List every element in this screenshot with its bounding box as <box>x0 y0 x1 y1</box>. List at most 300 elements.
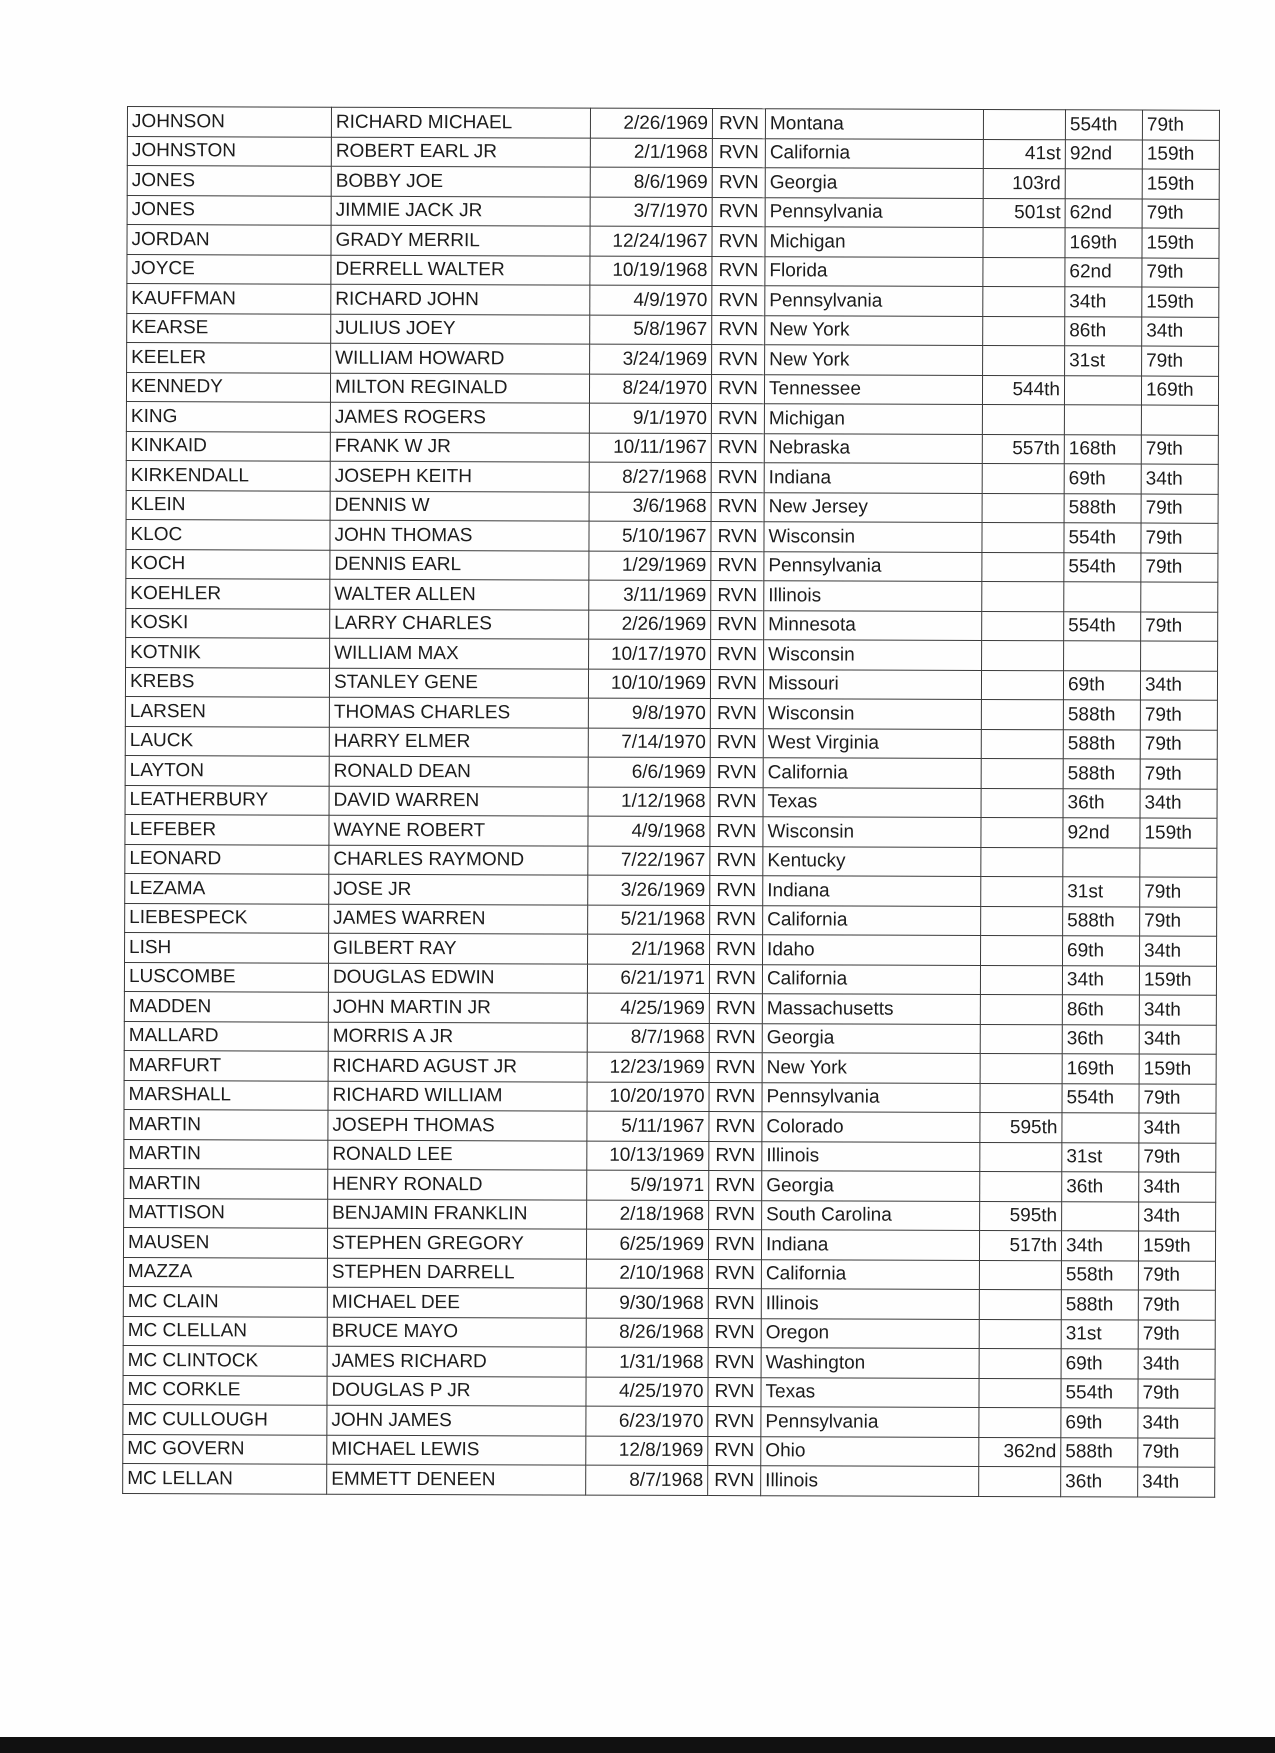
table-row <box>125 667 1217 700</box>
unit1-cell <box>982 581 1064 611</box>
state-cell: Pennsylvania <box>762 1082 980 1112</box>
unit3-cell: 79th <box>1142 199 1219 229</box>
date-cell: 9/30/1968 <box>586 1288 708 1318</box>
table-row <box>126 549 1218 582</box>
first-name-cell: RICHARD WILLIAM <box>328 1081 587 1111</box>
unit2-cell: 558th <box>1061 1260 1138 1290</box>
unit3-cell: 34th <box>1141 464 1218 494</box>
country-cell: RVN <box>709 1141 762 1171</box>
last-name-cell: KIRKENDALL <box>126 460 330 490</box>
table-row <box>124 1050 1216 1083</box>
last-name-cell: KINKAID <box>126 431 330 461</box>
state-cell: Colorado <box>762 1112 980 1142</box>
country-cell: RVN <box>711 433 764 463</box>
date-cell: 7/22/1967 <box>588 846 710 876</box>
date-cell: 7/14/1970 <box>588 728 710 758</box>
unit3-cell <box>1141 582 1218 612</box>
table-row <box>125 726 1217 759</box>
country-cell: RVN <box>710 758 763 788</box>
unit1-cell <box>983 286 1065 316</box>
table-row <box>124 991 1216 1024</box>
state-cell: Pennsylvania <box>765 197 983 227</box>
last-name-cell: KREBS <box>125 667 329 697</box>
country-cell: RVN <box>710 905 763 935</box>
date-cell: 3/26/1969 <box>588 875 710 905</box>
first-name-cell: JOHN JAMES <box>327 1405 586 1435</box>
date-cell: 6/23/1970 <box>586 1406 708 1436</box>
date-cell: 10/11/1967 <box>589 433 711 463</box>
last-name-cell: MARTIN <box>124 1139 328 1169</box>
unit1-cell: 544th <box>982 375 1064 405</box>
unit1-cell <box>979 1319 1061 1349</box>
state-cell: Wisconsin <box>764 522 982 552</box>
date-cell: 4/9/1968 <box>588 816 710 846</box>
unit2-cell: 34th <box>1062 965 1139 995</box>
unit1-cell <box>982 493 1064 523</box>
date-cell: 2/26/1969 <box>590 108 712 138</box>
table-row <box>125 873 1217 906</box>
last-name-cell: JONES <box>127 166 331 196</box>
first-name-cell: STEPHEN GREGORY <box>327 1228 586 1258</box>
date-cell: 10/10/1969 <box>588 669 710 699</box>
table-row <box>127 107 1219 140</box>
unit3-cell: 159th <box>1140 818 1217 848</box>
date-cell: 8/26/1968 <box>586 1318 708 1348</box>
table-row <box>123 1434 1215 1467</box>
unit3-cell: 34th <box>1139 1202 1216 1232</box>
table-row <box>126 401 1218 434</box>
unit1-cell <box>980 965 1062 995</box>
table-row <box>126 460 1218 493</box>
last-name-cell: MC LELLAN <box>123 1463 327 1493</box>
unit1-cell: 595th <box>980 1201 1062 1231</box>
last-name-cell: MARFURT <box>124 1050 328 1080</box>
unit2-cell: 588th <box>1061 1290 1138 1320</box>
unit3-cell: 79th <box>1138 1438 1215 1468</box>
unit1-cell <box>981 906 1063 936</box>
unit1-cell <box>981 788 1063 818</box>
date-cell: 3/6/1968 <box>589 492 711 522</box>
last-name-cell: MC CLINTOCK <box>123 1345 327 1375</box>
unit2-cell: 168th <box>1064 434 1141 464</box>
last-name-cell: LAYTON <box>125 755 329 785</box>
first-name-cell: JOSEPH THOMAS <box>328 1110 587 1140</box>
first-name-cell: JIMMIE JACK JR <box>331 196 590 226</box>
first-name-cell: JOHN MARTIN JR <box>328 992 587 1022</box>
date-cell: 10/13/1969 <box>587 1141 709 1171</box>
state-cell: California <box>765 138 983 168</box>
unit1-cell <box>980 1024 1062 1054</box>
date-cell: 10/17/1970 <box>589 639 711 669</box>
country-cell: RVN <box>712 286 765 316</box>
unit3-cell: 79th <box>1139 1084 1216 1114</box>
country-cell: RVN <box>711 492 764 522</box>
first-name-cell: JOSEPH KEITH <box>330 461 589 491</box>
country-cell: RVN <box>710 787 763 817</box>
last-name-cell: JOHNSTON <box>127 136 331 166</box>
country-cell: RVN <box>709 1112 762 1142</box>
unit2-cell: 588th <box>1064 493 1141 523</box>
date-cell: 8/24/1970 <box>589 374 711 404</box>
unit1-cell <box>981 876 1063 906</box>
unit1-cell <box>979 1466 1061 1496</box>
first-name-cell: THOMAS CHARLES <box>329 697 588 727</box>
date-cell: 9/1/1970 <box>589 403 711 433</box>
state-cell: Georgia <box>765 168 983 198</box>
state-cell: Texas <box>763 787 981 817</box>
last-name-cell: MC CORKLE <box>123 1375 327 1405</box>
state-cell: New York <box>765 345 983 375</box>
table-row <box>124 1080 1216 1113</box>
unit1-cell <box>982 552 1064 582</box>
country-cell: RVN <box>709 994 762 1024</box>
state-cell: Montana <box>765 109 983 139</box>
state-cell: Kentucky <box>763 846 981 876</box>
unit2-cell: 169th <box>1065 228 1142 258</box>
country-cell: RVN <box>711 551 764 581</box>
last-name-cell: MADDEN <box>124 991 328 1021</box>
unit3-cell: 79th <box>1141 523 1218 553</box>
state-cell: New Jersey <box>764 492 982 522</box>
first-name-cell: JAMES ROGERS <box>330 402 589 432</box>
unit2-cell: 554th <box>1064 523 1141 553</box>
table-row <box>125 755 1217 788</box>
unit3-cell: 79th <box>1138 1320 1215 1350</box>
first-name-cell: JOHN THOMAS <box>330 520 589 550</box>
state-cell: Ohio <box>761 1436 979 1466</box>
country-cell: RVN <box>708 1259 761 1289</box>
first-name-cell: WILLIAM HOWARD <box>331 343 590 373</box>
unit1-cell <box>982 611 1064 641</box>
unit3-cell: 34th <box>1140 936 1217 966</box>
unit2-cell: 36th <box>1062 1024 1139 1054</box>
state-cell: Texas <box>761 1377 979 1407</box>
table-row <box>126 372 1218 405</box>
date-cell: 5/8/1967 <box>590 315 712 345</box>
country-cell: RVN <box>710 669 763 699</box>
state-cell: Pennsylvania <box>764 551 982 581</box>
table-row <box>123 1257 1215 1290</box>
state-cell: Wisconsin <box>763 699 981 729</box>
unit1-cell <box>983 316 1065 346</box>
country-cell: RVN <box>710 817 763 847</box>
date-cell: 4/25/1969 <box>587 993 709 1023</box>
state-cell: Illinois <box>764 581 982 611</box>
first-name-cell: MORRIS A JR <box>328 1022 587 1052</box>
table-row <box>127 254 1219 287</box>
date-cell: 4/9/1970 <box>590 285 712 315</box>
table-row <box>126 578 1218 611</box>
table-row <box>125 785 1217 818</box>
unit3-cell: 159th <box>1142 169 1219 199</box>
last-name-cell: MC CLELLAN <box>123 1316 327 1346</box>
unit2-cell: 36th <box>1061 1467 1138 1497</box>
state-cell: West Virginia <box>763 728 981 758</box>
state-cell: Illinois <box>762 1141 980 1171</box>
table-row <box>127 166 1219 199</box>
date-cell: 2/1/1968 <box>588 934 710 964</box>
first-name-cell: MICHAEL DEE <box>327 1287 586 1317</box>
unit2-cell: 588th <box>1063 906 1140 936</box>
state-cell: Washington <box>761 1348 979 1378</box>
table-row <box>125 696 1217 729</box>
unit3-cell: 79th <box>1142 346 1219 376</box>
date-cell: 2/10/1968 <box>586 1259 708 1289</box>
date-cell: 10/19/1968 <box>590 256 712 286</box>
first-name-cell: JULIUS JOEY <box>331 314 590 344</box>
unit3-cell: 34th <box>1139 1172 1216 1202</box>
unit1-cell <box>980 1142 1062 1172</box>
unit1-cell <box>979 1378 1061 1408</box>
unit3-cell: 34th <box>1138 1408 1215 1438</box>
unit2-cell: 554th <box>1064 611 1141 641</box>
state-cell: Florida <box>765 256 983 286</box>
table-row <box>125 903 1217 936</box>
date-cell: 8/7/1968 <box>586 1465 708 1495</box>
unit2-cell: 69th <box>1063 670 1140 700</box>
state-cell: Georgia <box>762 1023 980 1053</box>
unit1-cell <box>981 935 1063 965</box>
state-cell: California <box>763 905 981 935</box>
country-cell: RVN <box>712 345 765 375</box>
first-name-cell: JAMES RICHARD <box>327 1346 586 1376</box>
first-name-cell: STANLEY GENE <box>329 668 588 698</box>
state-cell: South Carolina <box>762 1200 980 1230</box>
table-row <box>127 313 1219 346</box>
unit2-cell: 34th <box>1065 287 1142 317</box>
first-name-cell: DOUGLAS EDWIN <box>328 963 587 993</box>
first-name-cell: MICHAEL LEWIS <box>327 1435 586 1465</box>
first-name-cell: JAMES WARREN <box>329 904 588 934</box>
last-name-cell: JONES <box>127 195 331 225</box>
unit2-cell: 169th <box>1062 1054 1139 1084</box>
unit2-cell: 86th <box>1062 995 1139 1025</box>
unit2-cell: 31st <box>1065 346 1142 376</box>
country-cell: RVN <box>711 610 764 640</box>
unit1-cell <box>983 227 1065 257</box>
unit1-cell: 595th <box>980 1112 1062 1142</box>
date-cell: 8/27/1968 <box>589 462 711 492</box>
table-row <box>127 343 1219 376</box>
state-cell: California <box>763 758 981 788</box>
state-cell: Indiana <box>763 876 981 906</box>
first-name-cell: DAVID WARREN <box>329 786 588 816</box>
unit1-cell: 41st <box>983 139 1065 169</box>
table-row <box>127 284 1219 317</box>
state-cell: California <box>761 1259 979 1289</box>
unit3-cell <box>1141 405 1218 435</box>
last-name-cell: LAUCK <box>125 726 329 756</box>
last-name-cell: KAUFFMAN <box>127 284 331 314</box>
unit3-cell: 159th <box>1139 1054 1216 1084</box>
first-name-cell: BENJAMIN FRANKLIN <box>328 1199 587 1229</box>
date-cell: 6/21/1971 <box>587 964 709 994</box>
table-row <box>123 1316 1215 1349</box>
unit3-cell: 79th <box>1140 877 1217 907</box>
first-name-cell: EMMETT DENEEN <box>327 1464 586 1494</box>
unit3-cell: 34th <box>1138 1349 1215 1379</box>
last-name-cell: MAUSEN <box>123 1227 327 1257</box>
last-name-cell: KOSKI <box>126 608 330 638</box>
date-cell: 9/8/1970 <box>588 698 710 728</box>
table-row <box>126 637 1218 670</box>
country-cell: RVN <box>712 197 765 227</box>
unit2-cell: 92nd <box>1063 818 1140 848</box>
state-cell: Indiana <box>761 1230 979 1260</box>
first-name-cell: DOUGLAS P JR <box>327 1376 586 1406</box>
unit2-cell: 554th <box>1065 110 1142 140</box>
unit1-cell <box>981 699 1063 729</box>
first-name-cell: STEPHEN DARRELL <box>327 1258 586 1288</box>
last-name-cell: KLOC <box>126 519 330 549</box>
country-cell: RVN <box>710 728 763 758</box>
unit3-cell: 159th <box>1138 1231 1215 1261</box>
last-name-cell: KOCH <box>126 549 330 579</box>
first-name-cell: FRANK W JR <box>330 432 589 462</box>
unit2-cell: 62nd <box>1065 257 1142 287</box>
state-cell: Georgia <box>762 1171 980 1201</box>
date-cell: 10/20/1970 <box>587 1082 709 1112</box>
date-cell: 1/29/1969 <box>589 551 711 581</box>
unit3-cell: 34th <box>1140 789 1217 819</box>
unit2-cell: 92nd <box>1065 139 1142 169</box>
table-row <box>123 1375 1215 1408</box>
unit2-cell <box>1064 582 1141 612</box>
unit1-cell <box>981 670 1063 700</box>
unit2-cell: 588th <box>1061 1437 1138 1467</box>
country-cell: RVN <box>709 1171 762 1201</box>
last-name-cell: KOTNIK <box>126 637 330 667</box>
country-cell: RVN <box>712 315 765 345</box>
unit1-cell <box>979 1260 1061 1290</box>
country-cell: RVN <box>708 1436 761 1466</box>
unit1-cell <box>983 257 1065 287</box>
unit2-cell: 588th <box>1063 729 1140 759</box>
unit2-cell: 36th <box>1063 788 1140 818</box>
country-cell: RVN <box>710 935 763 965</box>
last-name-cell: LISH <box>125 932 329 962</box>
last-name-cell: LEFEBER <box>125 814 329 844</box>
country-cell: RVN <box>711 463 764 493</box>
unit3-cell: 34th <box>1139 1025 1216 1055</box>
first-name-cell: RONALD DEAN <box>329 756 588 786</box>
first-name-cell: GRADY MERRIL <box>331 225 590 255</box>
unit2-cell: 86th <box>1065 316 1142 346</box>
unit2-cell: 69th <box>1061 1408 1138 1438</box>
unit1-cell <box>982 404 1064 434</box>
date-cell: 5/21/1968 <box>588 905 710 935</box>
table-row <box>124 962 1216 995</box>
unit3-cell: 79th <box>1142 258 1219 288</box>
last-name-cell: KOEHLER <box>126 578 330 608</box>
scan-bottom-edge <box>0 1737 1275 1753</box>
country-cell: RVN <box>711 522 764 552</box>
table-row <box>124 1021 1216 1054</box>
table-row <box>127 225 1219 258</box>
state-cell: Illinois <box>761 1289 979 1319</box>
unit1-cell <box>980 994 1062 1024</box>
state-cell: Wisconsin <box>763 817 981 847</box>
state-cell: California <box>762 964 980 994</box>
table-row <box>126 490 1218 523</box>
last-name-cell: MAZZA <box>123 1257 327 1287</box>
unit1-cell <box>982 463 1064 493</box>
country-cell: RVN <box>711 640 764 670</box>
roster-table-body <box>123 107 1220 1497</box>
date-cell: 12/8/1969 <box>586 1436 708 1466</box>
table-row <box>123 1404 1215 1437</box>
state-cell: Wisconsin <box>764 640 982 670</box>
date-cell: 12/24/1967 <box>590 226 712 256</box>
unit2-cell: 36th <box>1062 1172 1139 1202</box>
date-cell: 3/24/1969 <box>590 344 712 374</box>
country-cell: RVN <box>709 1053 762 1083</box>
first-name-cell: BOBBY JOE <box>331 166 590 196</box>
date-cell: 3/7/1970 <box>590 197 712 227</box>
unit3-cell: 79th <box>1140 759 1217 789</box>
unit2-cell: 554th <box>1064 552 1141 582</box>
last-name-cell: KING <box>126 401 330 431</box>
state-cell: Pennsylvania <box>765 286 983 316</box>
table-row <box>125 932 1217 965</box>
date-cell: 1/12/1968 <box>588 787 710 817</box>
date-cell: 4/25/1970 <box>586 1377 708 1407</box>
unit2-cell: 31st <box>1061 1319 1138 1349</box>
table-row <box>123 1227 1215 1260</box>
date-cell: 6/6/1969 <box>588 757 710 787</box>
state-cell: New York <box>762 1053 980 1083</box>
table-row <box>123 1286 1215 1319</box>
first-name-cell: DENNIS EARL <box>330 550 589 580</box>
date-cell: 2/1/1968 <box>590 138 712 168</box>
first-name-cell: BRUCE MAYO <box>327 1317 586 1347</box>
unit3-cell: 79th <box>1141 553 1218 583</box>
unit1-cell <box>981 817 1063 847</box>
unit3-cell: 79th <box>1138 1379 1215 1409</box>
first-name-cell: RICHARD AGUST JR <box>328 1051 587 1081</box>
table-row <box>127 195 1219 228</box>
first-name-cell: DERRELL WALTER <box>331 255 590 285</box>
country-cell: RVN <box>711 374 764 404</box>
unit1-cell <box>983 345 1065 375</box>
last-name-cell: MALLARD <box>124 1021 328 1051</box>
last-name-cell: MARTIN <box>124 1109 328 1139</box>
state-cell: Nebraska <box>764 433 982 463</box>
first-name-cell: GILBERT RAY <box>329 933 588 963</box>
unit2-cell: 31st <box>1062 1142 1139 1172</box>
last-name-cell: KLEIN <box>126 490 330 520</box>
unit2-cell <box>1063 847 1140 877</box>
unit3-cell <box>1140 848 1217 878</box>
table-row <box>125 844 1217 877</box>
last-name-cell: LIEBESPECK <box>125 903 329 933</box>
first-name-cell: MILTON REGINALD <box>330 373 589 403</box>
country-cell: RVN <box>710 699 763 729</box>
unit2-cell: 34th <box>1061 1231 1138 1261</box>
last-name-cell: KEARSE <box>127 313 331 343</box>
country-cell: RVN <box>710 876 763 906</box>
unit3-cell: 79th <box>1138 1261 1215 1291</box>
last-name-cell: JORDAN <box>127 225 331 255</box>
unit3-cell: 34th <box>1139 1113 1216 1143</box>
last-name-cell: MARTIN <box>124 1168 328 1198</box>
unit1-cell <box>982 640 1064 670</box>
unit2-cell: 69th <box>1063 936 1140 966</box>
state-cell: Idaho <box>763 935 981 965</box>
first-name-cell: LARRY CHARLES <box>330 609 589 639</box>
unit3-cell: 159th <box>1142 228 1219 258</box>
country-cell: RVN <box>712 227 765 257</box>
